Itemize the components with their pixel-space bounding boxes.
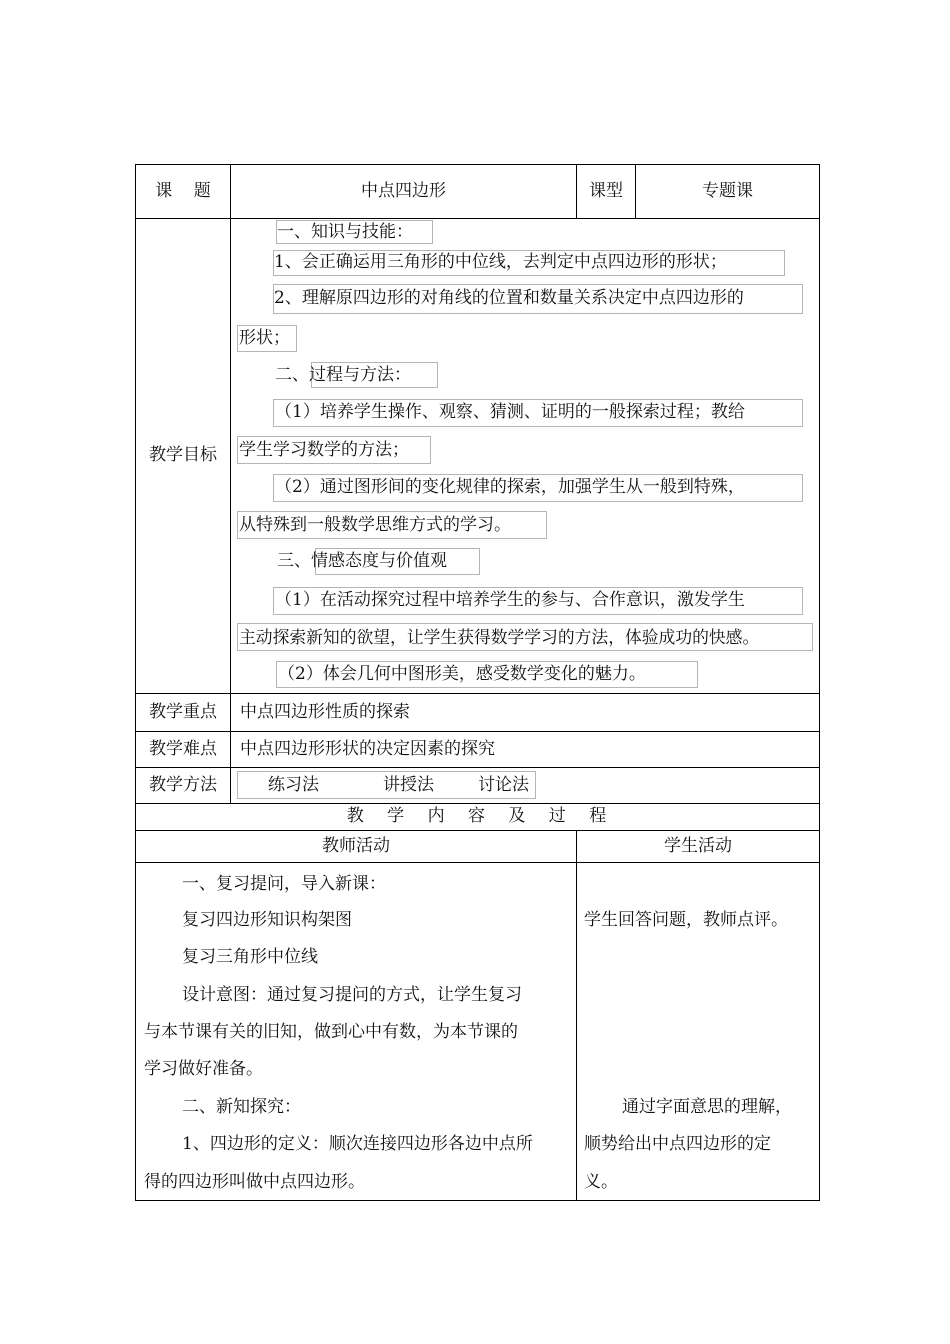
table-border-left bbox=[135, 164, 136, 1201]
row-divider bbox=[135, 862, 820, 863]
difficulty-value: 中点四边形形状的决定因素的探究 bbox=[240, 739, 495, 759]
objective-line: 1、会正确运用三角形的中位线，去判定中点四边形的形状； bbox=[274, 252, 727, 272]
teacher-line: 设计意图：通过复习提问的方式，让学生复习 bbox=[182, 985, 522, 1005]
topic-title: 中点四边形 bbox=[361, 181, 446, 201]
process-title: 教 学 内 容 及 过 程 bbox=[346, 806, 609, 826]
objective-line: （2）体会几何中图形美，感受数学变化的魅力。 bbox=[278, 664, 646, 684]
objective-line: （1）在活动探究过程中培养学生的参与、合作意识，激发学生 bbox=[275, 590, 745, 610]
row-divider bbox=[135, 767, 820, 768]
teacher-line: 一、复习提问，导入新课： bbox=[182, 874, 386, 894]
methods-label: 教学方法 bbox=[149, 775, 217, 795]
objective-line: （1）培养学生操作、观察、猜测、证明的一般探索过程；教给 bbox=[275, 402, 745, 422]
method-item: 讨论法 bbox=[478, 775, 529, 795]
teacher-line: 学习做好准备。 bbox=[144, 1059, 263, 1079]
student-line: 义。 bbox=[584, 1172, 618, 1192]
table-border-right bbox=[819, 164, 820, 1201]
teacher-line: 二、新知探究： bbox=[182, 1097, 301, 1117]
row-divider bbox=[135, 693, 820, 694]
activity-column-divider bbox=[576, 830, 577, 1201]
objective-line: 学生学习数学的方法； bbox=[239, 440, 409, 460]
objective-line: 从特殊到一般数学思维方式的学习。 bbox=[239, 515, 511, 535]
teacher-column-header: 教师活动 bbox=[322, 836, 390, 856]
table-border-top bbox=[135, 164, 820, 165]
key-point-value: 中点四边形性质的探索 bbox=[240, 702, 410, 722]
objective-line: 2、理解原四边形的对角线的位置和数量关系决定中点四边形的 bbox=[274, 288, 744, 308]
teacher-line: 与本节课有关的旧知，做到心中有数，为本节课的 bbox=[144, 1022, 518, 1042]
teacher-line: 复习四边形知识构架图 bbox=[182, 910, 352, 930]
row-divider bbox=[135, 731, 820, 732]
key-point-label: 教学重点 bbox=[149, 702, 217, 722]
row-divider bbox=[135, 830, 820, 831]
student-line: 学生回答问题，教师点评。 bbox=[584, 910, 788, 930]
teacher-line: 得的四边形叫做中点四边形。 bbox=[144, 1172, 365, 1192]
objectives-label: 教学目标 bbox=[149, 445, 217, 465]
lesson-type-value: 专题课 bbox=[702, 181, 753, 201]
row-divider bbox=[135, 803, 820, 804]
lesson-type-label: 课型 bbox=[589, 181, 623, 201]
objective-heading: 三、情感态度与价值观 bbox=[277, 551, 447, 571]
topic-label: 课 题 bbox=[155, 181, 211, 201]
method-item: 练习法 bbox=[268, 775, 319, 795]
label-column-divider bbox=[230, 164, 231, 804]
row-divider bbox=[135, 218, 820, 219]
student-column-header: 学生活动 bbox=[664, 836, 732, 856]
objective-heading: 二、过程与方法： bbox=[275, 365, 411, 385]
difficulty-label: 教学难点 bbox=[149, 739, 217, 759]
objective-line: 形状； bbox=[239, 328, 290, 348]
method-item: 讲授法 bbox=[383, 775, 434, 795]
table-border-bottom bbox=[135, 1200, 820, 1201]
teacher-line: 复习三角形中位线 bbox=[182, 947, 318, 967]
student-line: 顺势给出中点四边形的定 bbox=[584, 1134, 771, 1154]
objective-heading: 一、知识与技能： bbox=[277, 222, 413, 242]
objective-line: （2）通过图形间的变化规律的探索，加强学生从一般到特殊， bbox=[275, 477, 745, 497]
student-line: 通过字面意思的理解， bbox=[622, 1097, 792, 1117]
objective-line: 主动探索新知的欲望，让学生获得数学学习的方法，体验成功的快感。 bbox=[239, 627, 760, 647]
teacher-line: 1、四边形的定义：顺次连接四边形各边中点所 bbox=[182, 1134, 533, 1154]
